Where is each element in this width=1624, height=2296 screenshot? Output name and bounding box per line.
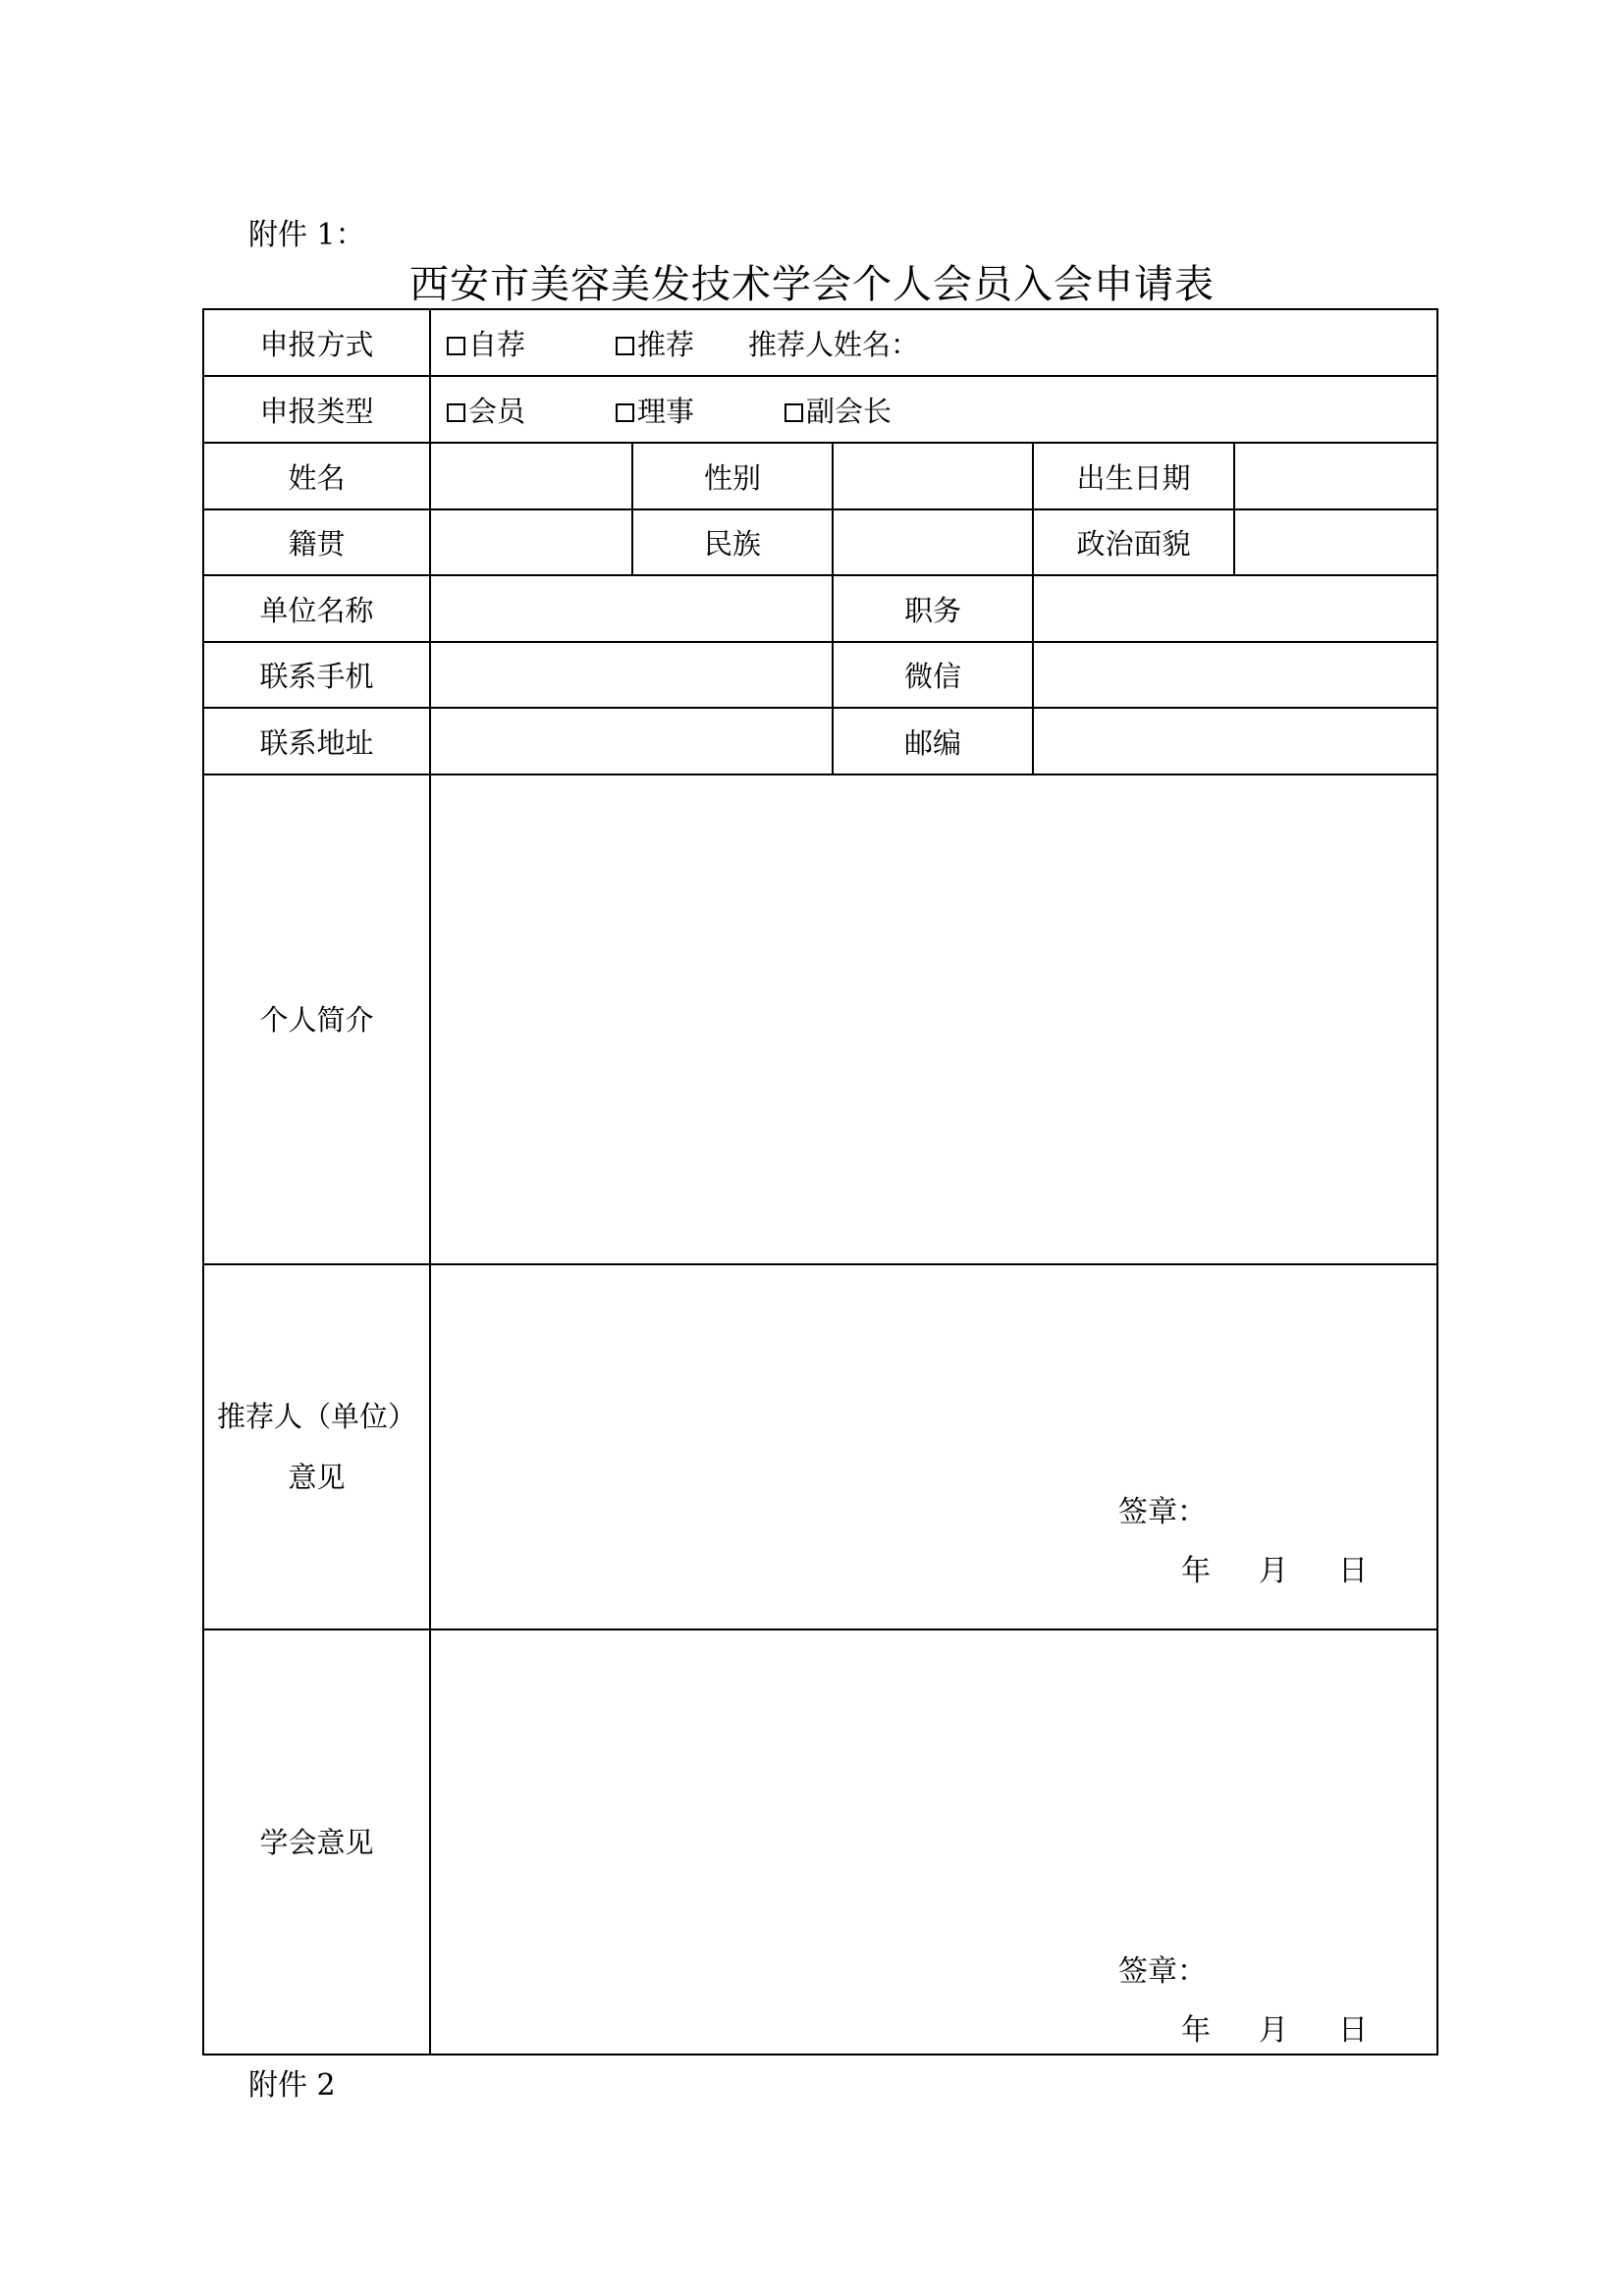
option-self-recommend[interactable]	[447, 323, 525, 363]
society-opinion-field[interactable]	[430, 1629, 1437, 2055]
employer-row	[203, 575, 1437, 642]
basic-info-row-2	[203, 509, 1437, 575]
native-place-label: 籍贯	[203, 509, 430, 575]
checkbox-member[interactable]	[447, 403, 465, 422]
referrer-name-label: 推荐人姓名：	[748, 327, 920, 361]
attachment-2-label: 附件 2	[248, 2068, 336, 2103]
wechat-label: 微信	[833, 642, 1033, 708]
referrer-month-label: 月	[1259, 1554, 1288, 1588]
option-recommend[interactable]	[616, 323, 694, 363]
employer-label: 单位名称	[203, 575, 430, 642]
gender-field[interactable]	[833, 443, 1033, 509]
address-field[interactable]	[430, 708, 833, 774]
option-member[interactable]	[447, 390, 525, 430]
checkbox-recommend[interactable]	[616, 337, 634, 355]
political-status-label: 政治面貌	[1033, 509, 1234, 575]
apply-type-options	[430, 376, 1437, 443]
option-vice-president[interactable]	[785, 390, 892, 430]
checkbox-vice-president[interactable]	[785, 403, 803, 422]
option-vice-president-label: 副会长	[806, 394, 893, 428]
checkbox-self-recommend[interactable]	[447, 337, 465, 355]
employer-field[interactable]	[430, 575, 833, 642]
profile-field[interactable]	[430, 774, 1437, 1264]
basic-info-row-1	[203, 443, 1437, 509]
option-director-label: 理事	[637, 394, 695, 428]
contact-row	[203, 642, 1437, 708]
profile-label: 个人简介	[203, 774, 430, 1264]
apply-method-options	[430, 309, 1437, 376]
society-year-label: 年	[1181, 2013, 1211, 2048]
address-row	[203, 708, 1437, 774]
referrer-opinion-label-line2: 意见	[288, 1461, 346, 1494]
referrer-opinion-label-line1: 推荐人（单位）	[216, 1400, 416, 1433]
apply-method-row	[203, 309, 1437, 376]
option-director[interactable]	[616, 390, 694, 430]
position-label: 职务	[833, 575, 1033, 642]
referrer-seal-label: 签章：	[1118, 1495, 1207, 1529]
name-field[interactable]	[430, 443, 632, 509]
postcode-label: 邮编	[833, 708, 1033, 774]
society-opinion-label: 学会意见	[203, 1629, 430, 2055]
option-member-label: 会员	[468, 394, 526, 428]
apply-type-label: 申报类型	[203, 376, 430, 443]
address-label: 联系地址	[203, 708, 430, 774]
ethnicity-field[interactable]	[833, 509, 1033, 575]
checkbox-director[interactable]	[616, 403, 634, 422]
birth-date-field[interactable]	[1234, 443, 1437, 509]
native-place-field[interactable]	[430, 509, 632, 575]
profile-row	[203, 774, 1437, 1264]
postcode-field[interactable]	[1033, 708, 1437, 774]
apply-method-label: 申报方式	[203, 309, 430, 376]
wechat-field[interactable]	[1033, 642, 1437, 708]
form-title: 西安市美容美发技术学会个人会员入会申请表	[409, 262, 1215, 307]
attachment-1-label: 附件 1：	[248, 218, 365, 252]
political-status-field[interactable]	[1234, 509, 1437, 575]
name-label: 姓名	[203, 443, 430, 509]
referrer-day-label: 日	[1338, 1554, 1368, 1588]
referrer-opinion-row	[203, 1264, 1437, 1629]
birth-date-label: 出生日期	[1033, 443, 1234, 509]
application-form-table	[202, 308, 1438, 2056]
option-recommend-label: 推荐	[637, 327, 695, 361]
position-field[interactable]	[1033, 575, 1437, 642]
phone-field[interactable]	[430, 642, 833, 708]
referrer-year-label: 年	[1181, 1554, 1211, 1588]
gender-label: 性别	[632, 443, 833, 509]
society-month-label: 月	[1259, 2013, 1288, 2048]
ethnicity-label: 民族	[632, 509, 833, 575]
option-self-recommend-label: 自荐	[468, 327, 526, 361]
society-opinion-row	[203, 1629, 1437, 2055]
referrer-opinion-label	[203, 1264, 430, 1629]
apply-type-row	[203, 376, 1437, 443]
referrer-opinion-field[interactable]	[430, 1264, 1437, 1629]
society-day-label: 日	[1338, 2013, 1368, 2048]
society-seal-label: 签章：	[1118, 1954, 1207, 1989]
phone-label: 联系手机	[203, 642, 430, 708]
